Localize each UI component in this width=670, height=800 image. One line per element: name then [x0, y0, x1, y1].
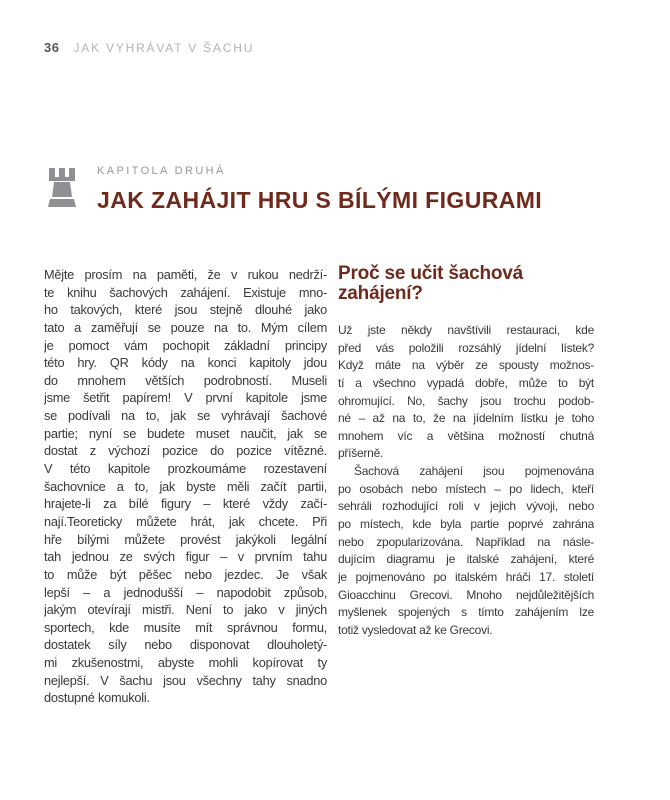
text-line: sportech, kde musíte mít správnou formu, [44, 619, 327, 635]
text-line: nejlepší. V šachu jsou všechny tahy snadno [44, 672, 327, 688]
text-line: je pomoct vám pochopit základní principy [44, 337, 327, 353]
right-column-body [338, 322, 594, 640]
running-title: JAK VYHRÁVAT V ŠACHU [73, 41, 255, 55]
page-number: 36 [44, 40, 60, 55]
text-line: dostatek síly nebo disponovat dlouholetý- [44, 637, 327, 653]
text-line: tah jednou ze svých figur – v prvním tahu [44, 549, 327, 565]
text-line: do mnohem větších podrobností. Museli [44, 372, 327, 388]
text-line: Když máte na výběr ze spousty možnos- [338, 358, 594, 373]
text-line: né – až na to, že na jídelním lístku je toho [338, 411, 594, 426]
text-line: dostat z výchozí pozice do pozice vítězné. [44, 443, 327, 459]
section-heading: Proč se učit šachová zahájení? [338, 263, 524, 304]
text-line: Gioacchinu Grecovi. Mnoho nejdůležitějších [338, 587, 594, 602]
text-line: se podívali na to, jak se vyhrávají šachové [44, 408, 327, 424]
text-line: šachovnice a to, jak byste měli začít partii, [44, 478, 327, 494]
text-line: tí a všechno vypadá dobře, může to být [338, 375, 594, 390]
text-line: je pojmenováno po italském hráči 17. století [338, 569, 594, 584]
text-line: po místech, kde byla partie poprvé zahrána [338, 517, 594, 532]
text-line: Mějte prosím na paměti, že v rukou nedrží- [44, 267, 327, 282]
left-column [44, 266, 327, 707]
text-line: mi zkušenostmi, abyste mohli kopírovat ty [44, 655, 327, 671]
text-line: mnohem víc a většina možností chutná [338, 428, 594, 443]
text-line: ohromující. No, šachy jsou trochu podob- [338, 393, 594, 408]
text-line: příšerně. [338, 446, 384, 461]
text-line: te knihu šachových zahájení. Existuje mno- [44, 284, 327, 300]
text-line: to může být pěšec nebo jezdec. Je však [44, 566, 327, 582]
text-line: ho takových, které jsou stejně dlouhé jako [44, 302, 327, 318]
text-line: dostupné komukoli. [44, 690, 150, 706]
text-line: jakým otevírají mistři. Není to jako v jiných [44, 602, 327, 618]
text-line: hře bílými můžete provést jakýkoli legální [44, 531, 327, 547]
text-line: partie; nyní se budete muset naučit, jak se [44, 425, 327, 441]
text-line: Už jste někdy navštívili restauraci, kde [338, 323, 594, 337]
text-line: V této kapitole prozkoumáme rozestavení [44, 461, 327, 477]
text-line: lepší – a jednodušší – napodobit způsob, [44, 584, 327, 600]
text-line: nebo zpopularizována. Například na násle- [338, 534, 594, 549]
text-line: před vás položili rozsáhlý jídelní lístek? [338, 340, 594, 355]
text-line: tato a zaměřují se pouze na to. Mým cílem [44, 319, 327, 335]
text-line: dujícím diagramu je italské zahájení, které [338, 552, 594, 567]
text-line: myšlenek spojených s tímto zahájením lze [338, 605, 594, 620]
chapter-title: JAK ZAHÁJIT HRU S BÍLÝMI FIGURAMI [97, 187, 543, 213]
text-line: sehráli rozhodující roli v jejich vývoji, nebo [338, 499, 594, 514]
text-line: jsme šetřit papírem! V první kapitole jsme [44, 390, 327, 406]
text-line: po osobách nebo místech – po lidech, kteří [338, 481, 594, 496]
text-line: hrajete-li za bílé figury – které vždy začí- [44, 496, 327, 512]
rook-icon [47, 168, 77, 210]
text-line: Šachová zahájení jsou pojmenována [354, 464, 594, 479]
text-line: totiž vysledovat až ke Grecovi. [338, 622, 493, 637]
text-line: nají.Teoreticky můžete hrát, jak chcete. Při [44, 513, 327, 529]
chapter-kicker: KAPITOLA DRUHÁ [97, 165, 226, 177]
running-header [44, 40, 254, 55]
right-column [338, 264, 594, 640]
text-line: této hry. QR kódy na konci kapitoly jdou [44, 355, 327, 371]
